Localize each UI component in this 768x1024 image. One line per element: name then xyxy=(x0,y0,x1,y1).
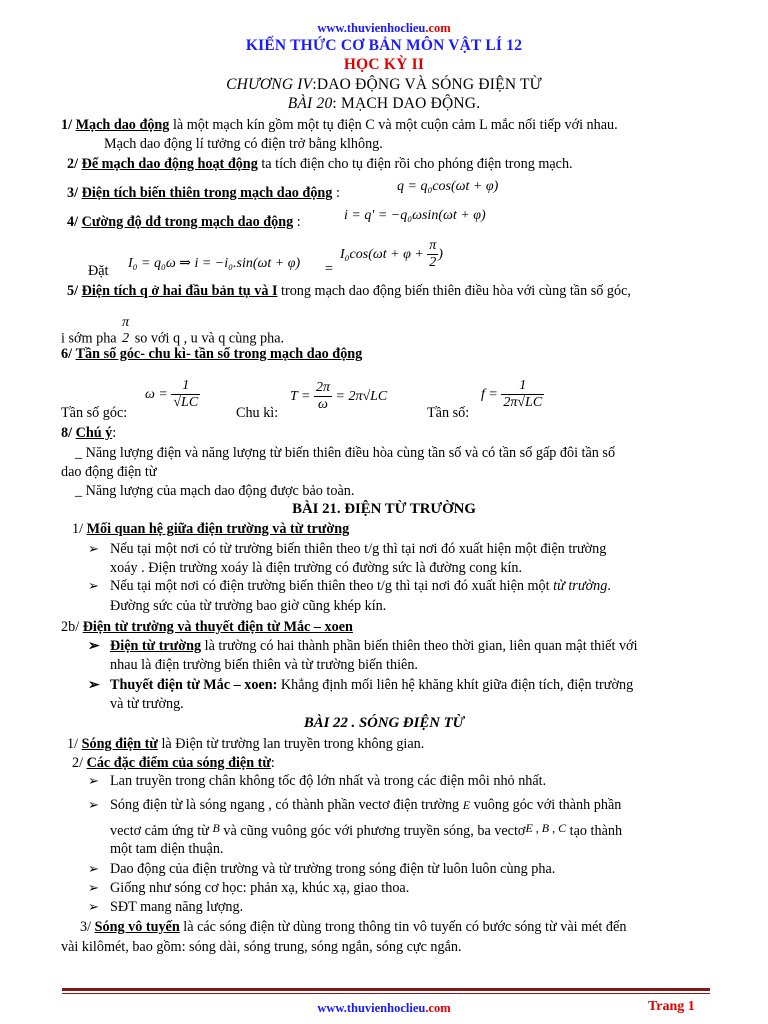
lesson20-suffix: : MẠCH DAO ĐỘNG. xyxy=(332,95,481,112)
l22-b3: Dao động của điện trường và từ trường trong sóng điện từ luôn luôn cùng pha. xyxy=(110,861,556,877)
bullet-arrow-icon: ➢ xyxy=(88,880,99,895)
l20-s4-right-text: I₀cos(ωt + φ + xyxy=(340,246,424,262)
l21-s2 xyxy=(61,618,353,636)
l20-note1-line2: dao động điện từ xyxy=(61,464,157,480)
chapter-prefix: CHƯƠNG IV xyxy=(226,76,313,93)
l20-s2-term: Để mạch dao động hoạt động xyxy=(81,156,258,172)
l22-b5: SĐT mang năng lượng. xyxy=(110,899,244,915)
freq-frac xyxy=(501,378,544,411)
l21-b4-line2: và từ trường. xyxy=(110,696,184,712)
omega-lhs: ω = xyxy=(145,386,168,402)
l20-s6-num: 6/ xyxy=(61,346,73,362)
footer-rule xyxy=(62,988,710,991)
l20-s8 xyxy=(61,424,116,442)
l21-b4 xyxy=(110,676,633,694)
l20-note2: _ Năng lượng của mạch dao động được bảo toàn. xyxy=(75,483,355,499)
l22-s3-num: 3/ xyxy=(80,919,92,935)
freq-num: 1 xyxy=(501,378,544,395)
l20-s4-pi: π xyxy=(427,238,438,255)
l20-s8-term: Chú ý xyxy=(75,425,113,441)
l22-b4: Giống như sóng cơ học: phản xạ, khúc xạ, giao thoa. xyxy=(110,880,410,896)
l20-note1: _ Năng lượng điện và năng lượng từ biến thiên điều hòa cùng tần số và có tần số gấp đôi tần số xyxy=(75,445,616,461)
l20-s3-num: 3/ xyxy=(67,185,79,201)
l20-s1 xyxy=(61,116,618,134)
l21-b4-term: Thuyết điện từ Mắc – xoen: xyxy=(110,677,278,693)
term-title: HỌC KỲ II xyxy=(343,56,425,73)
chapter-title xyxy=(0,75,768,95)
header-site-prefix: www.thuvienhoclieu xyxy=(317,21,426,35)
lesson22-title xyxy=(0,714,768,733)
l20-s4-colon: : xyxy=(296,214,301,230)
freq-den: 2π√LC xyxy=(503,395,543,411)
l22-s1-term: Sóng điện từ xyxy=(81,736,158,752)
omega-formula xyxy=(145,378,200,411)
l20-s3 xyxy=(67,184,340,202)
l20-set-formula: I₀ = q₀ω ⇒ i = −i₀.sin(ωt + φ) xyxy=(128,256,301,271)
l21-b1-line2: xoáy . Điện trường xoáy là điện trường có đường sức là đường cong kín. xyxy=(110,560,523,576)
l21-b1-line1: Nếu tại một nơi có từ trường biến thiên theo t/g thì tại nơi đó xuất hiện một điện trường xyxy=(110,541,607,557)
l20-s4 xyxy=(67,213,301,231)
bullet-arrow-icon: ➢ xyxy=(88,639,100,654)
lesson21-title: BÀI 21. ĐIỆN TỪ TRƯỜNG xyxy=(292,501,476,517)
l20-s5 xyxy=(67,282,631,300)
l21-s1 xyxy=(72,520,349,538)
l21-b2-line2: Đường sức của từ trường bao giờ cũng khép kín. xyxy=(110,598,387,614)
l20-s5-line2-b: so với q , u và q cùng pha. xyxy=(134,330,285,347)
l22-s3-line2: vài kilômét, bao gồm: sóng dài, sóng trung, sóng ngắn, sóng cực ngắn. xyxy=(61,939,462,955)
bullet-arrow-icon: ➢ xyxy=(88,541,99,556)
l20-s2-num: 2/ xyxy=(67,156,79,172)
l20-s8-colon: : xyxy=(112,425,117,441)
header-site-url[interactable] xyxy=(0,20,768,36)
l21-b2-italic: từ trường xyxy=(553,578,608,594)
l20-s2-rest: ta tích điện cho tụ điện rồi cho phóng điện trong mạch. xyxy=(261,156,573,172)
bullet-arrow-icon: ➢ xyxy=(88,678,100,693)
l22-s2 xyxy=(72,754,275,772)
period-frac xyxy=(314,380,332,413)
period-lhs: T = xyxy=(290,388,311,404)
l20-s6 xyxy=(61,345,362,363)
l20-s1-rest: là một mạch kín gồm một tụ điện C và một cuộn cảm L mắc nối tiếp với nhau. xyxy=(172,117,618,133)
omega-label: Tần số góc: xyxy=(61,405,128,421)
freq-label: Tần số: xyxy=(427,405,470,421)
l21-b4-rest: Khẳng định mối liên hệ khăng khít giữa điện tích, điện trường xyxy=(280,677,634,693)
l22-s3-rest: là các sóng điện từ dùng trong thông tin vô tuyến có bước sóng từ vài mét đến xyxy=(183,919,627,935)
period-label: Chu kì: xyxy=(236,405,279,421)
chapter-suffix: :DAO ĐỘNG VÀ SÓNG ĐIỆN TỪ xyxy=(312,76,542,93)
vectors-ebc-symbol: E , B , C xyxy=(525,821,567,835)
period-num: 2π xyxy=(314,380,332,397)
l22-b2-b: vuông góc với thành phần xyxy=(473,797,622,813)
l20-s5-rest: trong mạch dao động biến thiên điều hòa với cùng tần số góc, xyxy=(281,283,631,299)
l20-s1-term: Mạch dao động xyxy=(75,117,170,133)
page-number: Trang 1 xyxy=(648,999,695,1014)
l22-s1-rest: là Điện từ trường lan truyền trong không gian. xyxy=(161,736,425,752)
l20-s4-formula: i = q' = −q₀ωsin(ωt + φ) xyxy=(344,208,486,223)
l22-b2-line3: một tam diện thuận. xyxy=(110,841,224,857)
bullet-arrow-icon: ➢ xyxy=(88,797,99,812)
l21-b3-rest: là trường có hai thành phần biến thiên theo thời gian, liên quan mật thiết với xyxy=(204,638,638,654)
period-den: ω xyxy=(318,397,328,413)
l20-s1-num: 1/ xyxy=(61,117,73,133)
l20-s1-line2: Mạch dao động lí tưởng có điện trở bằng klhông. xyxy=(104,136,383,152)
l20-s3-term: Điện tích biến thiên trong mạch dao động xyxy=(81,185,333,201)
lesson20-title xyxy=(0,94,768,114)
l22-s2-num: 2/ xyxy=(72,755,84,771)
l20-s4-pi-frac xyxy=(427,238,438,271)
l20-s4-term: Cường độ dđ trong mạch dao động xyxy=(81,214,294,230)
l22-b2 xyxy=(110,796,621,814)
l20-s5-line2-a: i sớm pha xyxy=(61,330,117,347)
l22-s3-term: Sóng vô tuyến xyxy=(94,919,180,935)
l20-s5-pi-frac xyxy=(120,315,131,347)
l22-b2-line2-b: và cũng vuông góc với phương truyền sóng, ba vectơ xyxy=(223,823,526,839)
l20-s5-num: 5/ xyxy=(67,283,79,299)
bullet-arrow-icon: ➢ xyxy=(88,773,99,788)
footer-rule-thin xyxy=(62,993,710,994)
l20-s2 xyxy=(67,155,573,173)
l20-s4-right-formula xyxy=(340,238,443,271)
vector-b-symbol: B xyxy=(212,821,220,835)
period-formula xyxy=(290,380,387,413)
l20-s5-two: 2 xyxy=(122,331,130,347)
l20-s4-num: 4/ xyxy=(67,214,79,230)
l22-b2-line2 xyxy=(110,822,622,840)
l20-set-eq: = xyxy=(325,261,334,277)
l20-s5-pi: π xyxy=(122,315,130,330)
l22-s2-colon: : xyxy=(270,755,275,771)
l21-b2-text: Nếu tại một nơi có điện trường biến thiên theo t/g thì tại nơi đó xuất hiện một xyxy=(110,578,550,594)
lesson22-title-text: BÀI 22 . SÓNG ĐIỆN TỪ xyxy=(303,715,465,731)
l20-s6-term: Tần số góc- chu kì- tần số trong mạch dao động xyxy=(75,346,363,362)
omega-num: 1 xyxy=(171,378,200,395)
l20-s4-close: ) xyxy=(438,246,443,262)
freq-lhs: f = xyxy=(481,386,498,402)
lesson20-prefix: BÀI 20 xyxy=(287,95,333,112)
l21-s1-num: 1/ xyxy=(72,521,84,537)
l22-b1: Lan truyền trong chân không tốc độ lớn nhất và trong các điện môi nhỏ nhất. xyxy=(110,773,547,789)
l22-s1 xyxy=(67,735,424,753)
l20-s8-num: 8/ xyxy=(61,425,73,441)
l21-s2-num: 2b/ xyxy=(61,619,80,635)
vector-e-symbol: E xyxy=(462,798,471,812)
omega-den: √LC xyxy=(173,395,199,411)
l20-s3-formula: q = q₀cos(ωt + φ) xyxy=(397,179,499,194)
freq-formula xyxy=(481,378,544,411)
bullet-arrow-icon: ➢ xyxy=(88,578,99,593)
bullet-arrow-icon: ➢ xyxy=(88,861,99,876)
header-site-suffix: .com xyxy=(425,21,451,35)
l22-b2-a: Sóng điện từ là sóng ngang , có thành phần vectơ điện trường xyxy=(110,797,460,813)
l21-b2-line1 xyxy=(110,577,611,595)
l22-b2-line2-a: vectơ cảm ứng từ xyxy=(110,823,209,839)
l21-s2-term: Điện từ trường và thuyết điện từ Mắc – xoen xyxy=(82,619,353,635)
omega-frac xyxy=(171,378,200,411)
l20-s5-term: Điện tích q ở hai đầu bản tụ và I xyxy=(81,283,278,299)
l22-s1-num: 1/ xyxy=(67,736,79,752)
period-rhs: = 2π√LC xyxy=(335,388,388,404)
footer-site-prefix: www.thuvienhoclieu xyxy=(317,1001,426,1015)
l21-b3-line2: nhau là điện trường biến thiên và từ trường biến thiên. xyxy=(110,657,418,673)
l22-s2-term: Các đặc điểm của sóng điện từ xyxy=(86,755,271,771)
bullet-arrow-icon: ➢ xyxy=(88,899,99,914)
l21-b3-term: Điện từ trường xyxy=(110,638,202,654)
l20-s3-colon: : xyxy=(335,185,340,201)
footer-site-suffix: .com xyxy=(425,1001,451,1015)
l21-b2-end: . xyxy=(607,578,611,594)
l22-s3 xyxy=(80,918,626,936)
l20-s4-two: 2 xyxy=(429,255,437,271)
l21-s1-term: Mối quan hệ giữa điện trường và từ trường xyxy=(86,521,350,537)
document-title: KIẾN THỨC CƠ BẢN MÔN VẬT LÍ 12 xyxy=(245,37,523,54)
l20-set-label: Đặt xyxy=(88,263,109,279)
l21-b3 xyxy=(110,637,638,655)
l22-b2-line2-c: tạo thành xyxy=(569,823,623,839)
